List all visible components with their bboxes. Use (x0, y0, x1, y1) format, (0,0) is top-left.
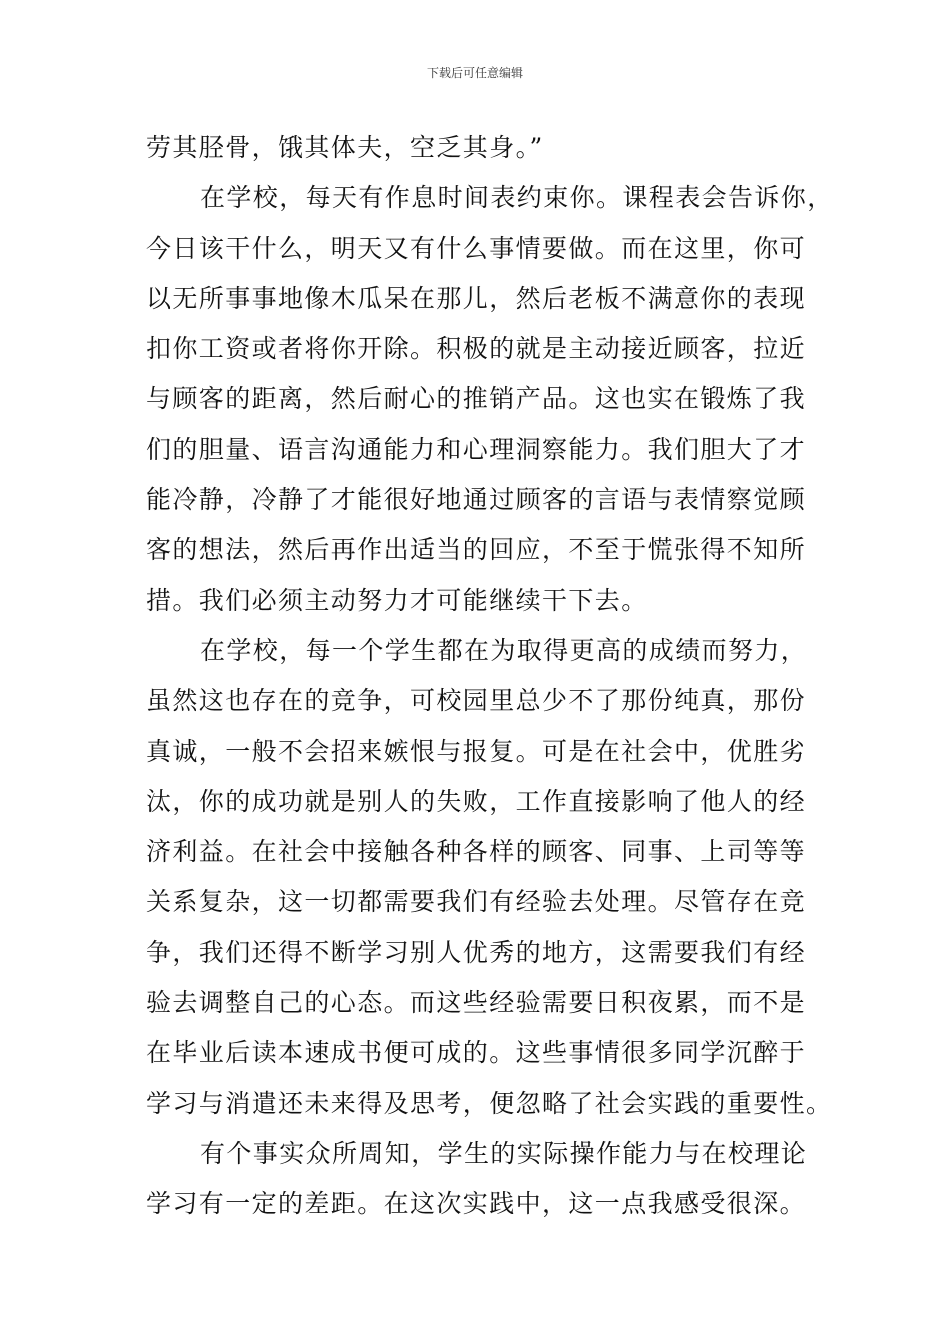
text-line: 能冷静，冷静了才能很好地通过顾客的言语与表情察觉顾 (146, 485, 807, 515)
document-body (146, 123, 846, 1230)
text-line: 济利益。在社会中接触各种各样的顾客、同事、上司等等 (146, 837, 807, 867)
text-line: 以无所事事地像木瓜呆在那儿，然后老板不满意你的表现 (146, 283, 807, 313)
text-line: 学习有一定的差距。在这次实践中，这一点我感受很深。 (146, 1189, 807, 1219)
text-line: 验去调整自己的心态。而这些经验需要日积夜累，而不是 (146, 988, 807, 1018)
text-line: 有个事实众所周知，学生的实际操作能力与在校理论 (200, 1138, 808, 1168)
text-line: 汰，你的成功就是别人的失败，工作直接影响了他人的经 (146, 786, 807, 816)
page-header: 下载后可任意编辑 (426, 66, 523, 80)
text-line: 在毕业后读本速成书便可成的。这些事情很多同学沉醉于 (146, 1038, 807, 1068)
text-line: 与顾客的距离，然后耐心的推销产品。这也实在锻炼了我 (146, 384, 807, 414)
text-line: 劳其胫骨，饿其体夫，空乏其身。” (146, 133, 544, 162)
text-line: 在学校，每天有作息时间表约束你。课程表会告诉你， (200, 183, 834, 213)
text-line: 真诚，一般不会招来嫉恨与报复。可是在社会中，优胜劣 (146, 736, 807, 766)
text-line: 学习与消遣还未来得及思考，便忽略了社会实践的重要性。 (146, 1088, 833, 1118)
text-line: 在学校，每一个学生都在为取得更高的成绩而努力， (200, 635, 808, 665)
text-line: 今日该干什么，明天又有什么事情要做。而在这里，你可 (146, 233, 807, 263)
text-line: 们的胆量、语言沟通能力和心理洞察能力。我们胆大了才 (146, 434, 807, 464)
text-line: 措。我们必须主动努力才可能继续干下去。 (146, 585, 648, 615)
text-line: 扣你工资或者将你开除。积极的就是主动接近顾客，拉近 (146, 334, 807, 364)
text-line: 关系复杂，这一切都需要我们有经验去处理。尽管存在竞 (146, 887, 807, 917)
text-line: 客的想法，然后再作出适当的回应，不至于慌张得不知所 (146, 535, 807, 565)
text-line: 虽然这也存在的竞争，可校园里总少不了那份纯真，那份 (146, 686, 807, 716)
text-line: 争，我们还得不断学习别人优秀的地方，这需要我们有经 (146, 937, 807, 967)
